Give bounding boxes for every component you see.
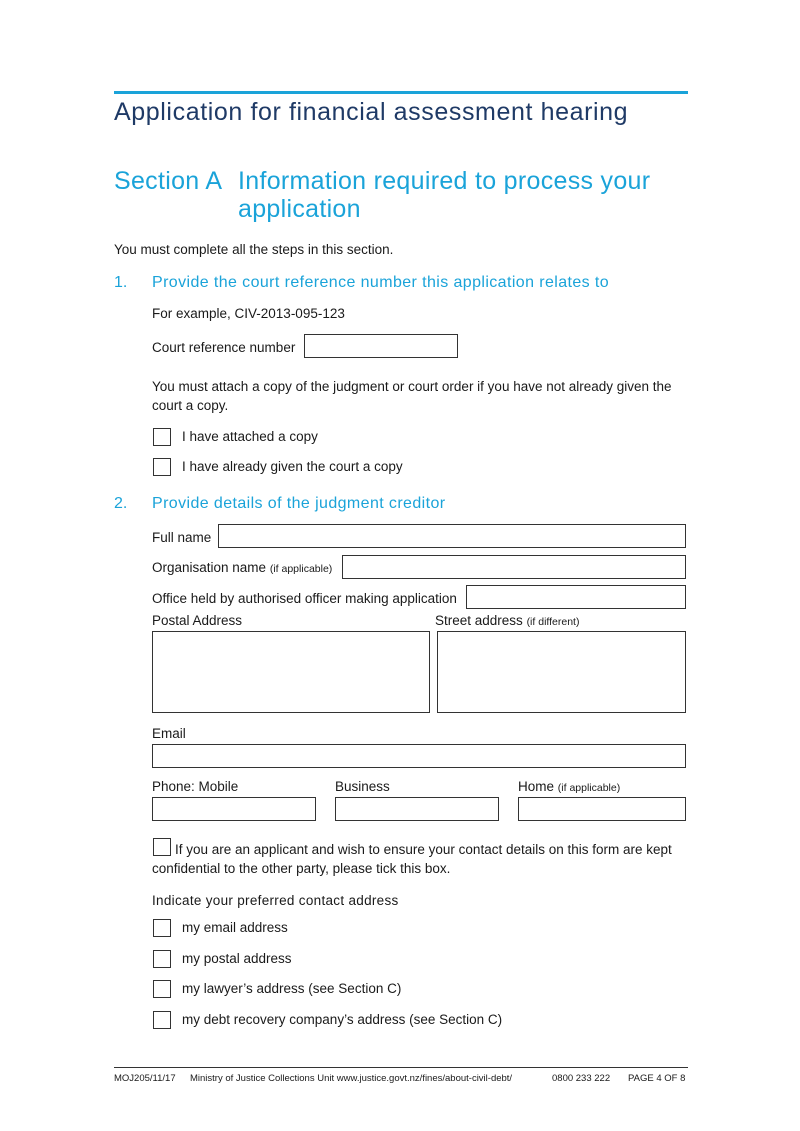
pref-postal-label: my postal address [182, 951, 292, 966]
court-ref-label: Court reference number [152, 340, 296, 355]
phone-business-label: Business [335, 779, 390, 794]
court-ref-input[interactable] [304, 334, 458, 358]
phone-mobile-input[interactable] [152, 797, 316, 821]
step-1-title: Provide the court reference number this application relates to [152, 274, 610, 291]
phone-business-input[interactable] [335, 797, 499, 821]
phone-home-label-text: Home [518, 779, 555, 794]
footer-form-code: MOJ205/11/17 [114, 1073, 176, 1084]
confidential-text: If you are an applicant and wish to ensure your contact details on this form are kept confidential to the other party, please tick this box. [152, 842, 672, 876]
given-copy-checkbox[interactable] [153, 458, 171, 476]
document-title: Application for financial assessment hearing [114, 98, 629, 126]
phone-home-label [518, 779, 620, 794]
postal-address-input[interactable] [152, 631, 430, 713]
street-address-note: (if different) [526, 616, 580, 628]
preferred-contact-label: Indicate your preferred contact address [152, 893, 399, 908]
pref-postal-checkbox[interactable] [153, 950, 171, 968]
pref-lawyer-checkbox[interactable] [153, 980, 171, 998]
top-rule [114, 91, 688, 94]
given-copy-label: I have already given the court a copy [182, 459, 403, 474]
pref-email-label: my email address [182, 920, 288, 935]
footer-org-url: Ministry of Justice Collections Unit www.justice.govt.nz/fines/about-civil-debt/ [190, 1073, 513, 1084]
phone-home-note: (if applicable) [557, 782, 621, 794]
pref-lawyer-label: my lawyer’s address (see Section C) [182, 981, 402, 996]
attached-copy-checkbox[interactable] [153, 428, 171, 446]
street-address-label-text: Street address [435, 613, 523, 628]
org-name-input[interactable] [342, 555, 686, 579]
office-input[interactable] [466, 585, 686, 609]
step-2-title: Provide details of the judgment creditor [152, 495, 446, 512]
email-input[interactable] [152, 744, 686, 768]
postal-address-label: Postal Address [152, 613, 243, 628]
email-label: Email [152, 726, 186, 741]
example-text: For example, CIV-2013-095-123 [152, 306, 345, 321]
full-name-input[interactable] [218, 524, 686, 548]
phone-home-input[interactable] [518, 797, 686, 821]
org-name-label [152, 560, 332, 575]
street-address-input[interactable] [437, 631, 686, 713]
step-2-number: 2. [114, 495, 128, 512]
attached-copy-label: I have attached a copy [182, 429, 318, 444]
pref-debt-recovery-checkbox[interactable] [153, 1011, 171, 1029]
office-label: Office held by authorised officer making application [152, 591, 457, 606]
footer-phone: 0800 233 222 [552, 1073, 611, 1084]
footer-rule [114, 1067, 688, 1068]
intro-text: You must complete all the steps in this section. [114, 242, 394, 257]
pref-debt-recovery-label: my debt recovery company’s address (see Section C) [182, 1012, 503, 1027]
pref-email-checkbox[interactable] [153, 919, 171, 937]
street-address-label [435, 613, 579, 628]
step-1-number: 1. [114, 274, 128, 291]
section-label: Section A [114, 167, 223, 195]
org-name-note: (if applicable) [269, 563, 333, 575]
section-title: Information required to process your application [238, 167, 651, 223]
attach-note: You must attach a copy of the judgment or court order if you have not already given the court a copy. [152, 379, 672, 413]
footer-page-number: PAGE 4 OF 8 [628, 1073, 686, 1084]
phone-mobile-label: Phone: Mobile [152, 779, 239, 794]
full-name-label: Full name [152, 530, 212, 545]
org-name-label-text: Organisation name [152, 560, 267, 575]
